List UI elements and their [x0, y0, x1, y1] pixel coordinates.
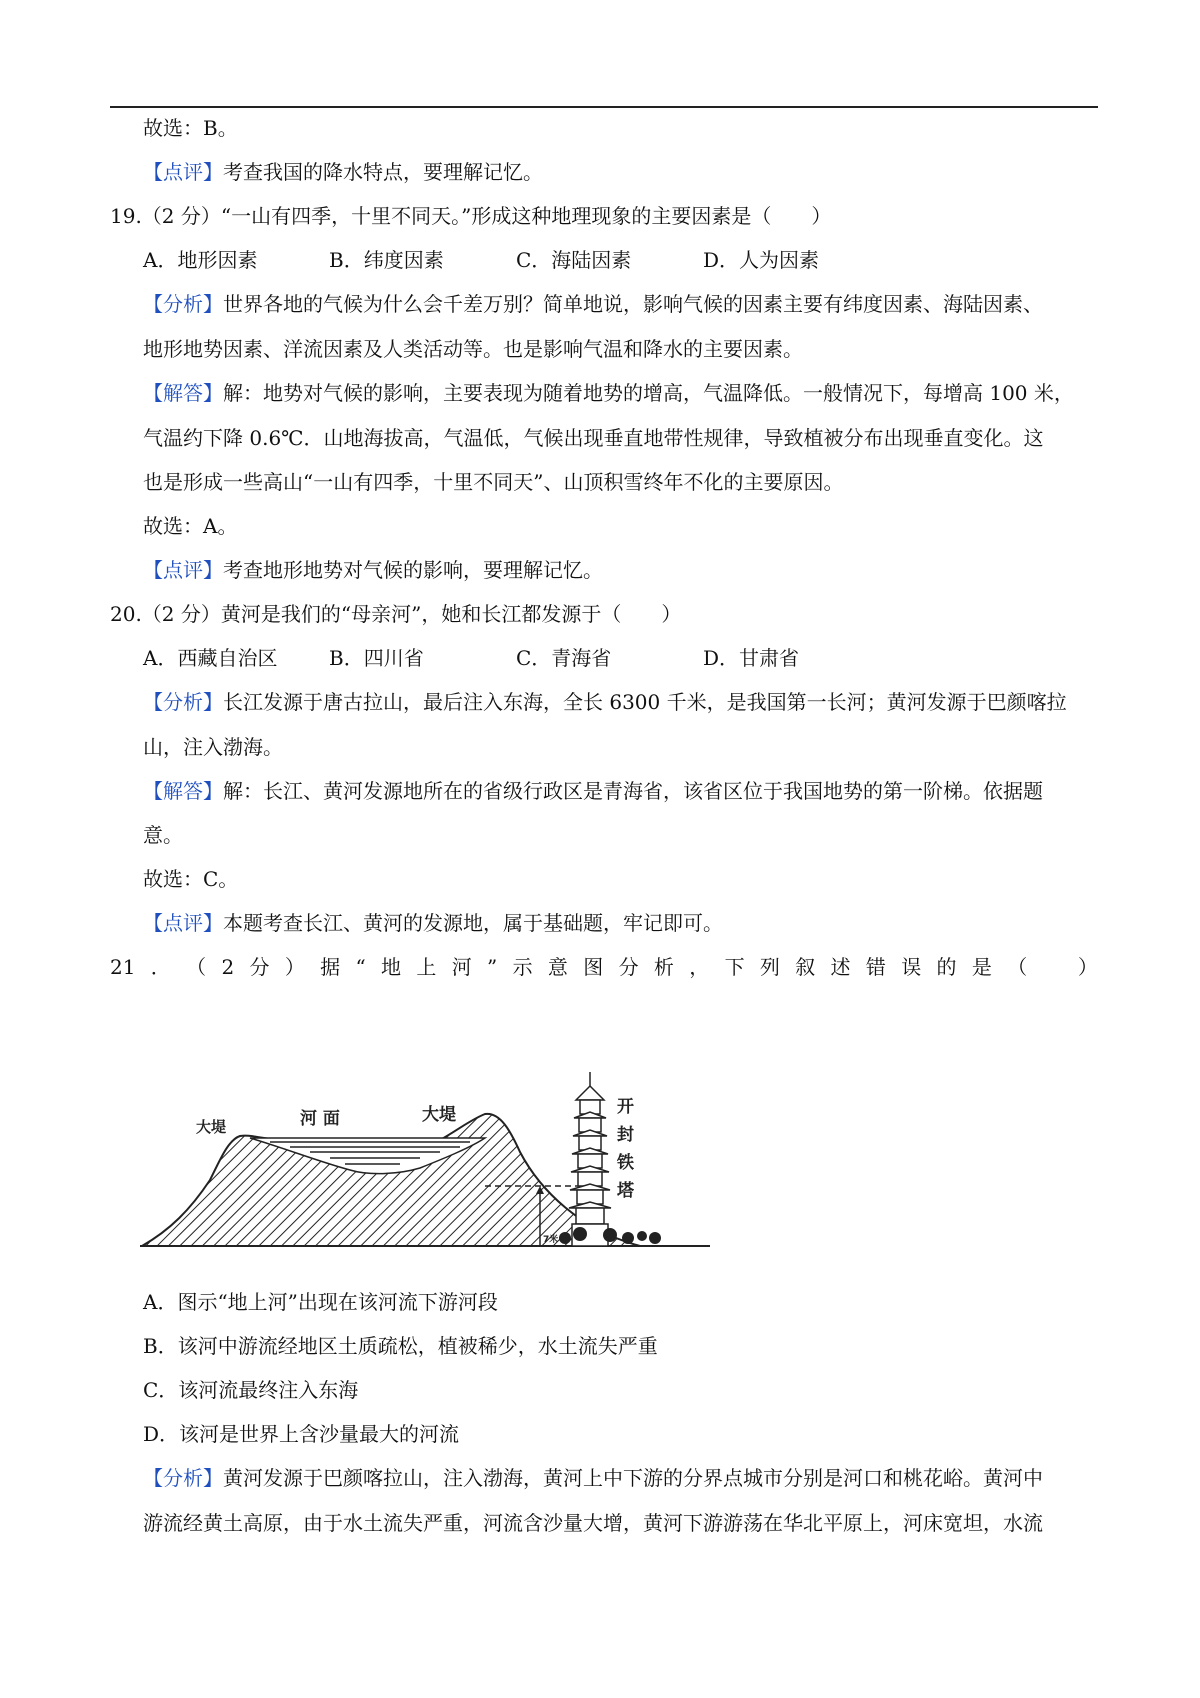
q20-option-a: A．西藏自治区	[143, 646, 278, 670]
kaifeng-iron-pagoda	[569, 1072, 611, 1246]
review-tag: 【点评】	[143, 911, 223, 935]
solution-text: 解：地势对气候的影响，主要表现为随着地势的增高，气温降低。一般情况下，每增高 100 米，	[223, 381, 1074, 405]
q21-stem-char: 的	[936, 955, 957, 979]
river-surface-label: 河 面	[300, 1109, 340, 1129]
q19-review	[143, 556, 603, 584]
q21-stem	[110, 953, 1098, 981]
q20-analysis-cont: 山，注入渤海。	[143, 735, 283, 759]
q21-stem-char: 2	[221, 955, 235, 979]
q21-stem-char: ．	[150, 955, 171, 979]
q21-stem-char: 分	[618, 955, 639, 979]
tower-char: 铁	[617, 1153, 634, 1173]
review-tag: 【点评】	[143, 558, 223, 582]
q19-solution-cont-2: 也是形成一些高山“一山有四季，十里不同天”、山顶积雪终年不化的主要原因。	[143, 470, 844, 494]
dike-left-label: 大堤	[196, 1118, 227, 1136]
dike-right-label: 大堤	[422, 1105, 456, 1125]
q20-option-b: B．四川省	[329, 646, 424, 670]
q21-option-b: B．该河中游流经地区土质疏松，植被稀少，水土流失严重	[143, 1334, 658, 1358]
q19-option-c: C．海陆因素	[516, 248, 632, 272]
q21-stem-char: 叙	[795, 955, 816, 979]
analysis-text: 长江发源于唐古拉山，最后注入东海，全长 6300 千米，是我国第一长河；黄河发源于巴颜喀拉	[223, 690, 1067, 714]
q20-options	[143, 644, 1043, 672]
tower-char: 封	[617, 1125, 634, 1145]
analysis-text: 黄河发源于巴颜喀拉山，注入渤海，黄河上中下游的分界点城市分别是河口和桃花峪。黄河中	[223, 1466, 1043, 1490]
q21-stem-char: 列	[759, 955, 780, 979]
q21-option-d: D．该河是世界上含沙量最大的河流	[143, 1422, 460, 1446]
q19-option-b: B．纬度因素	[329, 248, 444, 272]
review-text: 考查地形地势对气候的影响，要理解记忆。	[223, 558, 603, 582]
q21-stem-char: ）	[284, 955, 305, 979]
q19-option-d: D．人为因素	[703, 248, 820, 272]
review-text: 本题考查长江、黄河的发源地，属于基础题，牢记即可。	[223, 911, 723, 935]
q20-option-c: C．青海省	[516, 646, 612, 670]
tower-char: 塔	[617, 1181, 634, 1201]
solution-tag: 【解答】	[143, 381, 223, 405]
analysis-text: 世界各地的气候为什么会千差万别？简单地说，影响气候的因素主要有纬度因素、海陆因素、	[223, 292, 1043, 316]
q21-stem-char: ”	[487, 955, 498, 979]
height-label: 7米	[543, 1235, 559, 1245]
q21-analysis	[143, 1464, 1043, 1492]
analysis-tag: 【分析】	[143, 1466, 223, 1490]
q21-stem-char: “	[355, 955, 366, 979]
header-rule	[110, 106, 1098, 108]
q21-stem-char: 析	[653, 955, 674, 979]
q19-options	[143, 246, 1043, 274]
q20-option-d: D．甘肃省	[703, 646, 800, 670]
q19-option-a: A．地形因素	[143, 248, 258, 272]
q21-stem-char	[1043, 953, 1063, 981]
q19-answer: 故选：A。	[143, 514, 238, 538]
q19-stem: 19.（2 分）“一山有四季，十里不同天。”形成这种地理现象的主要因素是（ ）	[110, 204, 832, 228]
review-text: 考查我国的降水特点，要理解记忆。	[223, 160, 543, 184]
q19-analysis-cont: 地形地势因素、洋流因素及人类活动等。也是影响气温和降水的主要因素。	[143, 337, 803, 361]
q21-analysis-cont: 游流经黄土高原，由于水土流失严重，河流含沙量大增，黄河下游游荡在华北平原上，河床宽坦，水流	[143, 1511, 1043, 1535]
q20-answer: 故选：C。	[143, 867, 239, 891]
q21-stem-char: 述	[830, 955, 851, 979]
tower-label	[616, 1097, 635, 1201]
q18-answer: 故选：B。	[143, 116, 238, 140]
q21-option-a: A．图示“地上河”出现在该河流下游河段	[143, 1290, 498, 1314]
q20-solution-cont: 意。	[143, 823, 183, 847]
q20-review	[143, 909, 723, 937]
q21-option-c: C．该河流最终注入东海	[143, 1378, 359, 1402]
tower-char: 开	[617, 1097, 634, 1117]
q21-stem-char: 下	[724, 955, 745, 979]
q20-solution	[143, 777, 1043, 805]
above-ground-river-diagram	[140, 1070, 710, 1270]
analysis-tag: 【分析】	[143, 690, 223, 714]
q21-stem-char: 是	[971, 955, 992, 979]
q20-analysis	[143, 688, 1067, 716]
q18-review	[143, 158, 543, 186]
q21-stem-char: 分	[249, 955, 270, 979]
q21-stem-char: 据	[320, 955, 341, 979]
q19-solution	[143, 379, 1074, 407]
q21-stem-char: 地	[381, 955, 402, 979]
q21-stem-char: 河	[451, 955, 472, 979]
solution-tag: 【解答】	[143, 779, 223, 803]
q21-stem-char: 21	[110, 955, 136, 979]
q21-stem-char: （	[186, 955, 207, 979]
q21-stem-char: 图	[583, 955, 604, 979]
q20-stem: 20.（2 分）黄河是我们的“母亲河”，她和长江都发源于（ ）	[110, 602, 682, 626]
q21-stem-char: ）	[1077, 955, 1098, 979]
review-tag: 【点评】	[143, 160, 223, 184]
q21-stem-char: 误	[901, 955, 922, 979]
q21-stem-char: 意	[547, 955, 568, 979]
q21-stem-char: 示	[512, 955, 533, 979]
q19-solution-cont-1: 气温约下降 0.6℃．山地海拔高，气温低，气候出现垂直地带性规律，导致植被分布出现垂直变化。这	[143, 426, 1044, 450]
analysis-tag: 【分析】	[143, 292, 223, 316]
q21-stem-char: 上	[416, 955, 437, 979]
q21-stem-char: 错	[865, 955, 886, 979]
q21-stem-char: （	[1007, 955, 1028, 979]
solution-text: 解：长江、黄河发源地所在的省级行政区是青海省，该省区位于我国地势的第一阶梯。依据题	[223, 779, 1043, 803]
q19-analysis	[143, 290, 1043, 318]
q21-stem-char: ，	[689, 955, 710, 979]
